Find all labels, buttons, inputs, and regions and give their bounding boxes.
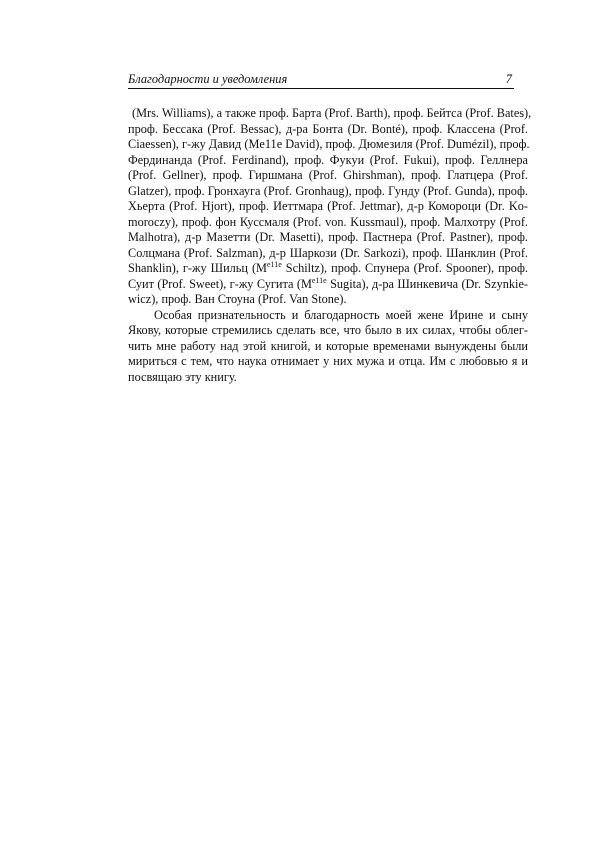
text-line: чить мне работу над этой книгой, и которые временами вынуждены были [128,338,528,353]
text-line: Malhotra), д-р Мазетти (Dr. Masetti), проф. Пастнера (Prof. Pastner), проф. [128,230,528,244]
text-line: проф. Бессака (Prof. Bessac), д-ра Бонта (Dr. Bonté), проф. Классена (Prof. [128,121,528,136]
header-title: Благодарности и уведомления [128,72,288,86]
text-line: moroczy), проф. фон Куссмаля (Prof. von. Kussmaul), проф. Малхотру (Prof. [128,214,528,229]
superscript: e11e [311,275,327,285]
running-header [128,72,514,89]
dedication-paragraph [128,308,528,386]
text-line: (Mrs. Williams), а также проф. Барта (Prof. Barth), проф. Бейтса (Prof. Bates), [132,106,532,120]
text-line: мириться с тем, что наука отнимает у них мужа и отца. Им с любовью я и [128,354,528,368]
text-line: Фердинанда (Prof. Ferdinand), проф. Фукуи (Prof. Fukui), проф. Геллнера [128,152,528,167]
text-line: Особая признательность и благодарность моей жене Ирине и сыну [154,307,528,322]
text-line: посвящаю эту книгу. [128,369,237,384]
text-fragment: Sugita), д-ра Шинкевича (Dr. Szynkie- [326,276,529,291]
acknowledgements-paragraph [128,106,532,308]
text-fragment: Суит (Prof. Sweet), г-жу Сугита (M [128,276,312,291]
text-line [128,261,528,277]
text-line: wicz), проф. Ван Стоуна (Prof. Van Stone). [128,292,347,306]
text-line: Glatzer), проф. Гронхауга (Prof. Gronhaug), проф. Гунду (Prof. Gunda), проф. [128,183,528,198]
page-number: 7 [505,72,512,86]
text-line: Хьерта (Prof. Hjort), проф. Иеттмара (Prof. Jettmar), д-р Комороци (Dr. Ko- [128,199,528,213]
text-fragment: Shanklin), г-жу Шильц (M [128,261,267,275]
text-fragment: Schiltz), проф. Спунера (Prof. Spooner), проф. [281,261,528,275]
body-text [128,106,532,385]
text-line [128,277,528,293]
text-line: Солцмана (Prof. Salzman), д-р Шаркози (Dr. Sarkozi), проф. Шанклин (Prof. [128,245,528,260]
text-line: (Prof. Gellner), проф. Гиршмана (Prof. Ghirshman), проф. Глатцера (Prof. [128,168,528,182]
superscript: e11e [267,260,282,269]
text-line: Ciaessen), г-жу Давид (Me11e David), проф. Дюмезиля (Prof. Dumézil), проф. [128,137,530,151]
text-line: Якову, которые стремились сделать все, что было в их силах, чтобы облег- [128,323,528,337]
